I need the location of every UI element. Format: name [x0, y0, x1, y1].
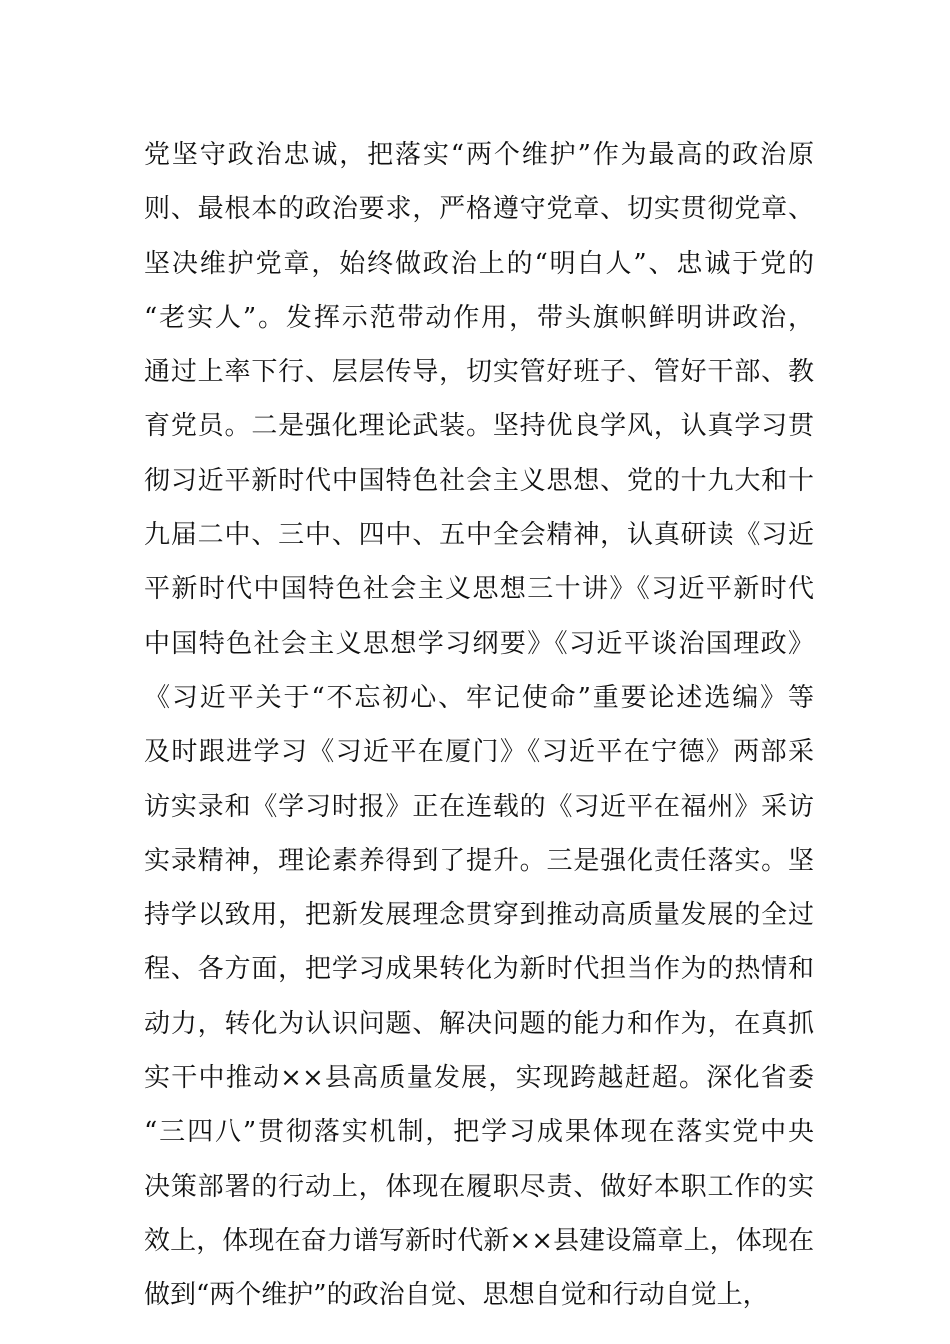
text-line: 程、各方面，把学习成果转化为新时代担当作为的热情和 — [144, 954, 814, 985]
text-line: 彻习近平新时代中国特色社会主义思想、党的十九大和十 — [144, 465, 814, 496]
text-line: 则、最根本的政治要求，严格遵守党章、切实贯彻党章、 — [144, 194, 814, 225]
text-line: 党坚守政治忠诚，把落实“两个维护”作为最高的政治原 — [144, 140, 814, 170]
text-line: 坚决维护党章，始终做政治上的“明白人”、忠诚于党的 — [144, 248, 814, 279]
body-paragraph — [144, 128, 814, 1323]
text-line: 实录精神，理论素养得到了提升。三是强化责任落实。坚 — [144, 845, 814, 876]
text-line: 《习近平关于“不忘初心、牢记使命”重要论述选编》等 — [144, 682, 814, 713]
text-line: 实干中推动××县高质量发展，实现跨越赶超。深化省委 — [144, 1063, 814, 1094]
text-line: 访实录和《学习时报》正在连载的《习近平在福州》采访 — [144, 791, 814, 822]
text-line: 持学以致用，把新发展理念贯穿到推动高质量发展的全过 — [144, 900, 814, 931]
text-line: 中国特色社会主义思想学习纲要》《习近平谈治国理政》 — [144, 628, 814, 659]
text-line: 育党员。二是强化理论武装。坚持优良学风，认真学习贯 — [144, 411, 814, 442]
text-line: 平新时代中国特色社会主义思想三十讲》《习近平新时代 — [144, 574, 814, 605]
text-line: 九届二中、三中、四中、五中全会精神，认真研读《习近 — [144, 520, 814, 551]
text-line: 及时跟进学习《习近平在厦门》《习近平在宁德》两部采 — [144, 737, 814, 768]
text-line: 决策部署的行动上，体现在履职尽责、做好本职工作的实 — [144, 1171, 814, 1202]
text-line: 动力，转化为认识问题、解决问题的能力和作为，在真抓 — [144, 1008, 814, 1039]
text-line: “老实人”。发挥示范带动作用，带头旗帜鲜明讲政治， — [144, 302, 814, 333]
text-line: “三四八”贯彻落实机制，把学习成果体现在落实党中央 — [144, 1117, 814, 1148]
text-line: 效上，体现在奋力谱写新时代新××县建设篇章上，体现在 — [144, 1225, 814, 1256]
text-line: 通过上率下行、层层传导，切实管好班子、管好干部、教 — [144, 357, 814, 388]
text-line: 做到“两个维护”的政治自觉、思想自觉和行动自觉上， — [144, 1280, 769, 1311]
